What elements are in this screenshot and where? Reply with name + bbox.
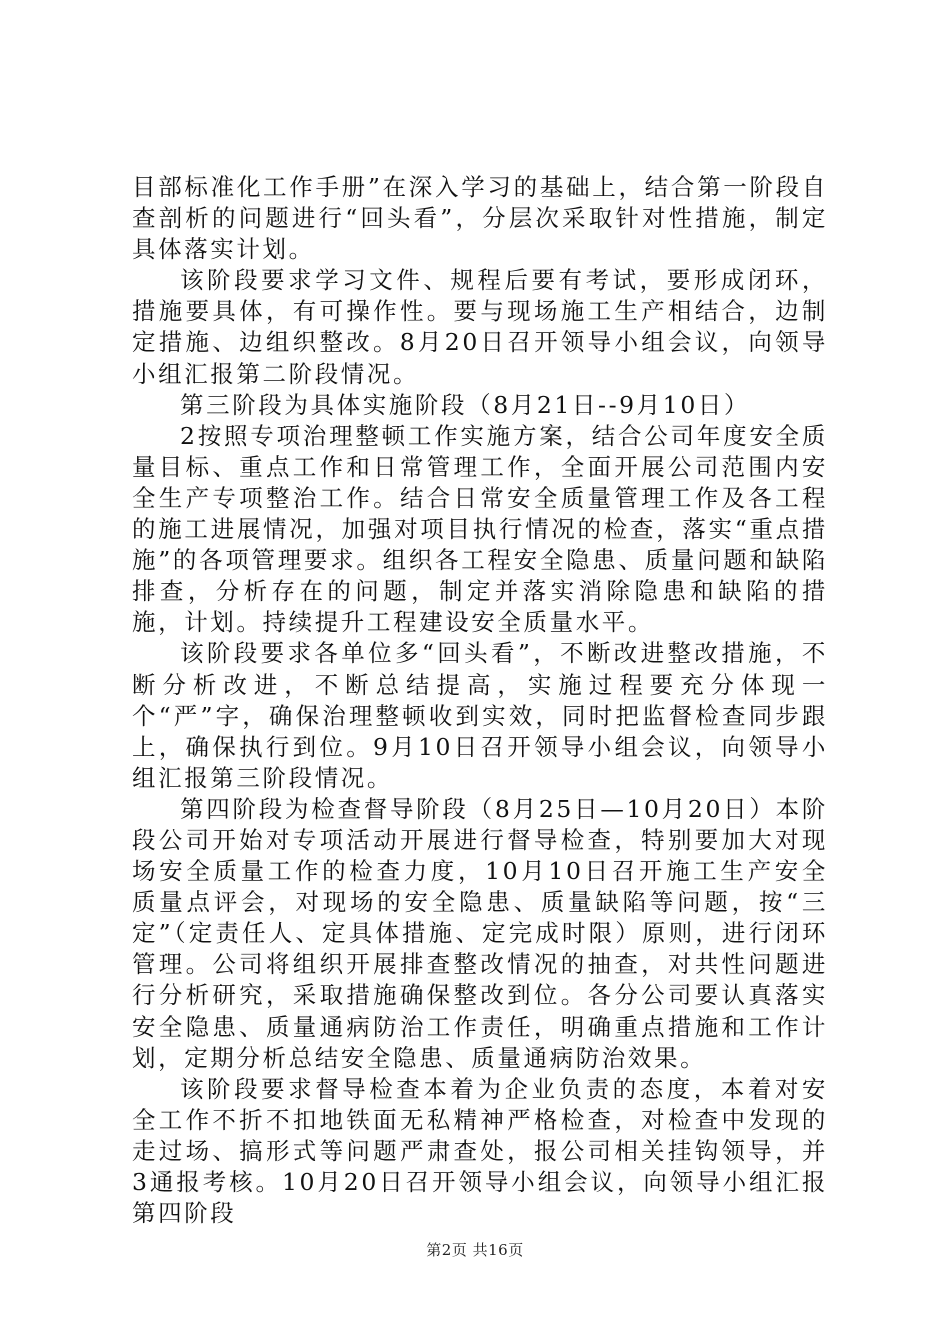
paragraph-stage2-requirements: 该阶段要求学习文件、规程后要有考试，要形成闭环，措施要具体，有可操作性。要与现场施工生产相结合，边制定措施、边组织整改。8月20日召开领导小组会议，向领导小组汇报第二阶段情况。 bbox=[132, 266, 828, 388]
paragraph-continuation: 目部标准化工作手册”在深入学习的基础上，结合第一阶段自查剖析的问题进行“回头看”，分层次采取针对性措施，制定具体落实计划。 bbox=[132, 173, 828, 264]
page-number-footer: 第2页 共16页 bbox=[426, 1241, 524, 1259]
paragraph-stage4-content: 第四阶段为检查督导阶段（8月25日—10月20日）本阶段公司开始对专项活动开展进行督导检查，特别要加大对现场安全质量工作的检查力度，10月10日召开施工生产安全质量点评会，对现场的安全隐患、质量缺陷等问题，按“三定”（定责任人、定具体措施、定完成时限）原则，进行闭环管理。公司将组织开展排查整改情况的抽查，对共性问题进行分析研究，采取措施确保整改到位。各分公司要认真落实安全隐患、质量通病防治工作责任，明确重点措施和工作计划，定期分析总结安全隐患、质量通病防治效果。 bbox=[132, 794, 828, 1072]
paragraph-stage3-content: 2按照专项治理整顿工作实施方案，结合公司年度安全质量目标、重点工作和日常管理工作，全面开展公司范围内安全生产专项整治工作。结合日常安全质量管理工作及各工程的施工进展情况，加强对项目执行情况的检查，落实“重点措施”的各项管理要求。组织各工程安全隐患、质量问题和缺陷排查，分析存在的问题，制定并落实消除隐患和缺陷的措施，计划。持续提升工程建设安全质量水平。 bbox=[132, 421, 828, 637]
paragraph-stage3-requirements: 该阶段要求各单位多“回头看”，不断改进整改措施，不断分析改进，不断总结提高，实施过程要充分体现一个“严”字，确保治理整顿收到实效，同时把监督检查同步跟上，确保执行到位。9月10日召开领导小组会议，向领导小组汇报第三阶段情况。 bbox=[132, 639, 828, 792]
document-body bbox=[132, 172, 828, 1229]
paragraph-stage4-requirements: 该阶段要求督导检查本着为企业负责的态度，本着对安全工作不折不扣地铁面无私精神严格检查，对检查中发现的走过场、搞形式等问题严肃查处，报公司相关挂钩领导，并3通报考核。10月20日召开领导小组会议，向领导小组汇报第四阶段 bbox=[132, 1074, 828, 1228]
paragraph-stage3-heading: 第三阶段为具体实施阶段（8月21日--9月10日） bbox=[180, 390, 751, 419]
